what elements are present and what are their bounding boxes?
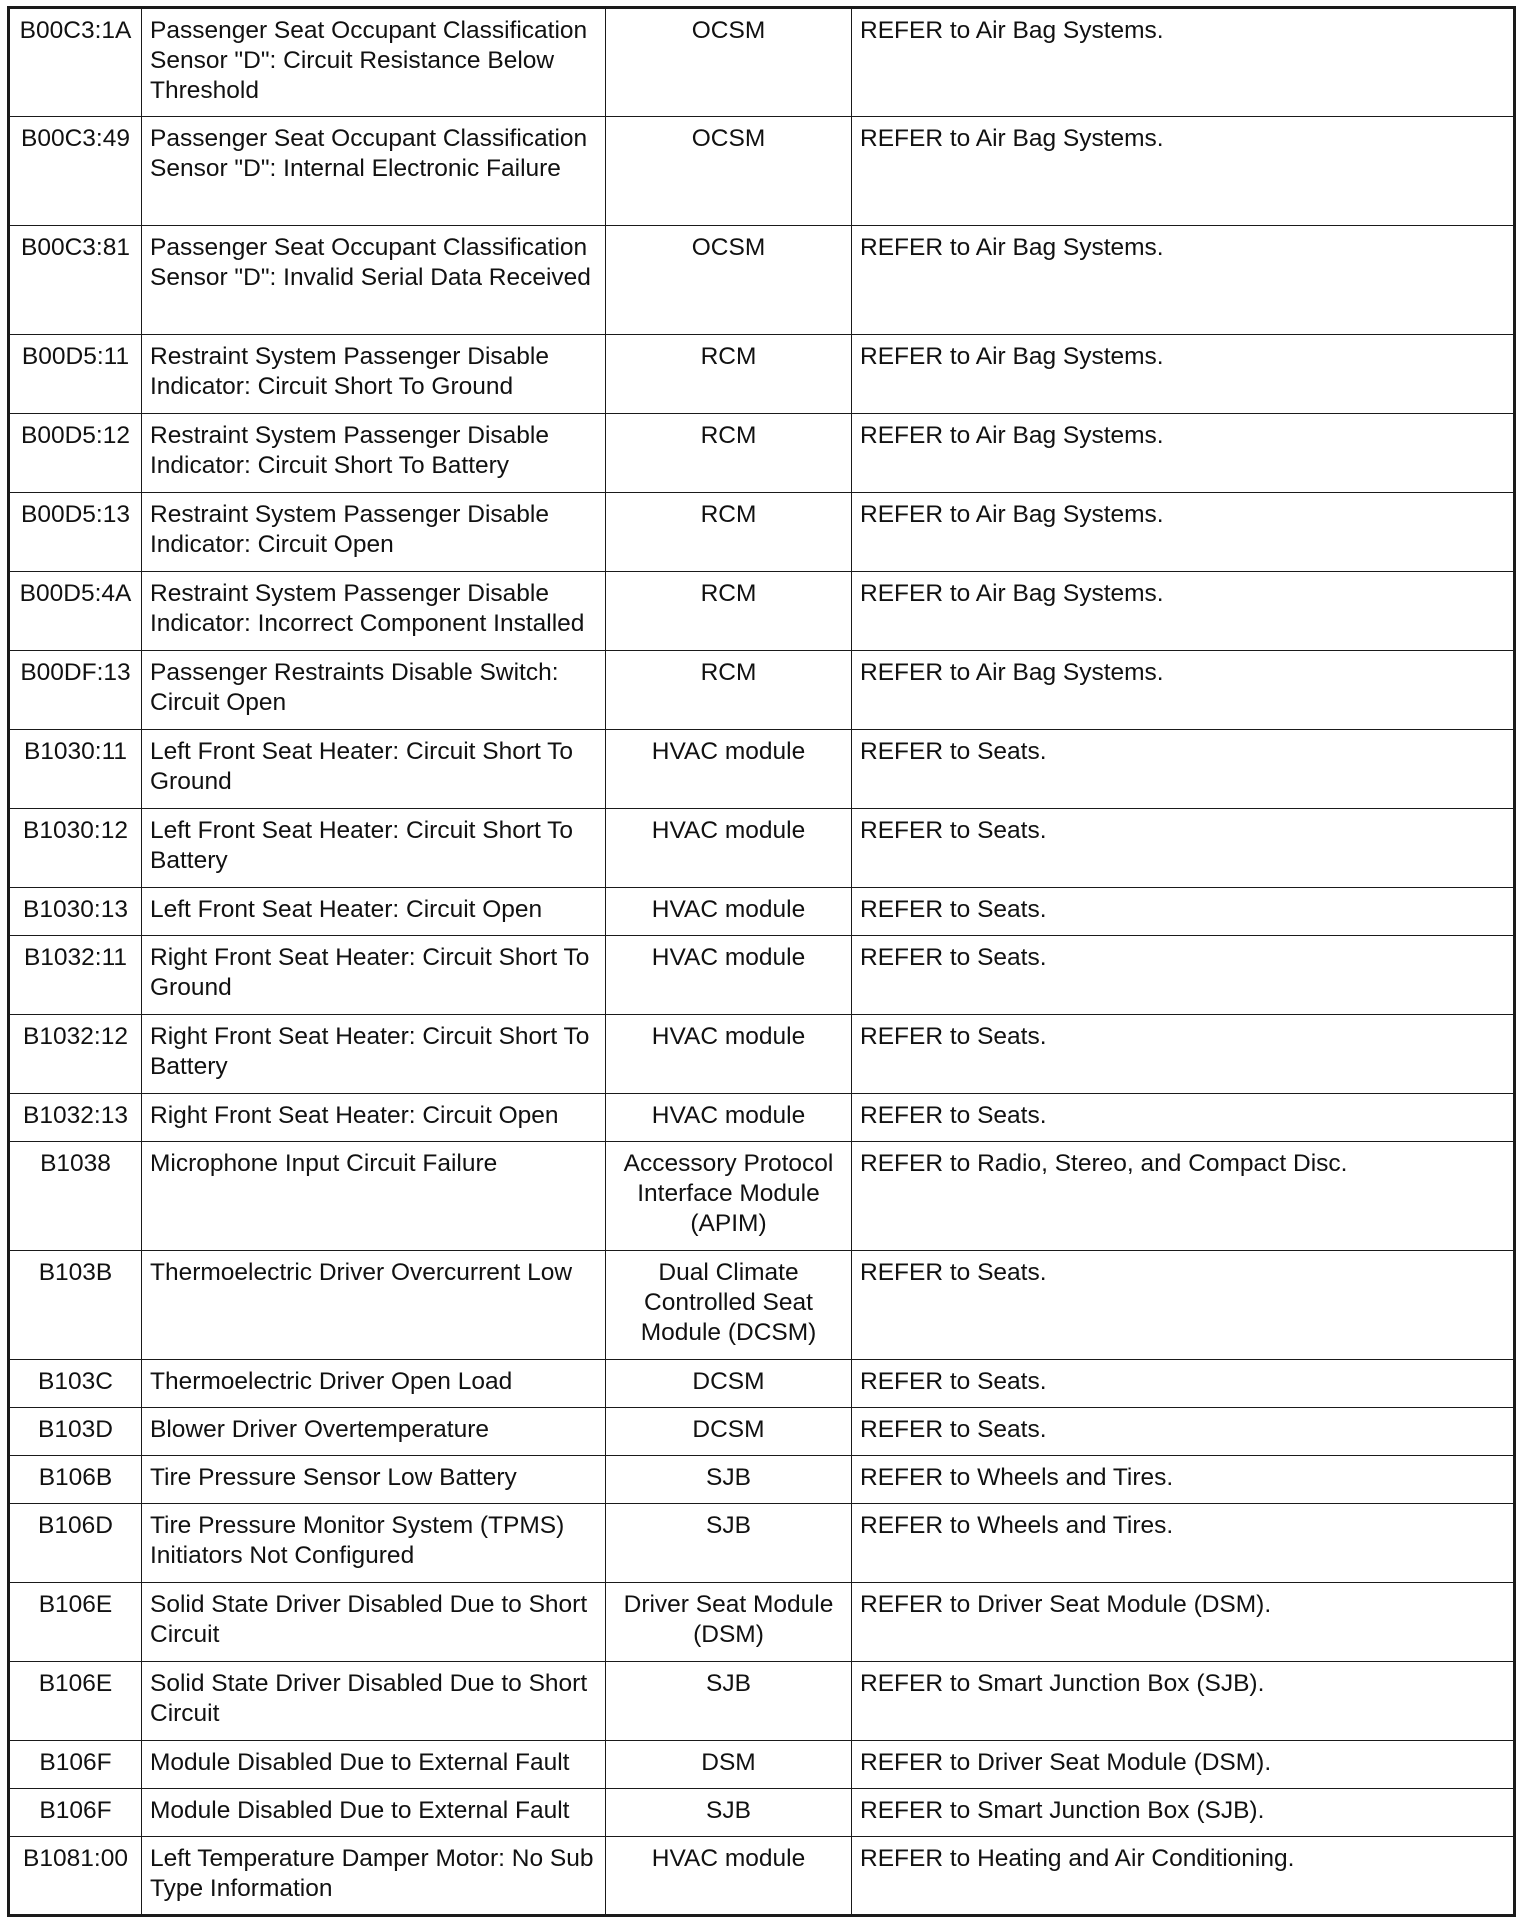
dtc-module-cell: HVAC module — [606, 888, 852, 936]
dtc-description-cell: Restraint System Passenger Disable Indicator: Circuit Short To Ground — [142, 335, 606, 414]
dtc-module-cell: SJB — [606, 1789, 852, 1837]
dtc-description-cell: Left Front Seat Heater: Circuit Open — [142, 888, 606, 936]
dtc-action-cell: REFER to Radio, Stereo, and Compact Disc. — [852, 1142, 1515, 1251]
dtc-code-cell: B00DF:13 — [9, 651, 142, 730]
table-row — [9, 1015, 1515, 1094]
dtc-action-cell: REFER to Seats. — [852, 1251, 1515, 1360]
table-row — [9, 414, 1515, 493]
dtc-module-cell: SJB — [606, 1456, 852, 1504]
dtc-code-cell: B1030:13 — [9, 888, 142, 936]
dtc-action-cell: REFER to Seats. — [852, 1094, 1515, 1142]
dtc-code-cell: B106B — [9, 1456, 142, 1504]
table-row — [9, 335, 1515, 414]
table-row — [9, 226, 1515, 335]
dtc-code-cell: B1032:13 — [9, 1094, 142, 1142]
dtc-action-cell: REFER to Air Bag Systems. — [852, 117, 1515, 226]
table-row — [9, 1504, 1515, 1583]
table-row — [9, 1142, 1515, 1251]
dtc-code-cell: B00D5:12 — [9, 414, 142, 493]
dtc-module-cell: SJB — [606, 1662, 852, 1741]
dtc-code-cell: B1081:00 — [9, 1837, 142, 1916]
dtc-action-cell: REFER to Heating and Air Conditioning. — [852, 1837, 1515, 1916]
dtc-description-cell: Solid State Driver Disabled Due to Short Circuit — [142, 1662, 606, 1741]
dtc-action-cell: REFER to Smart Junction Box (SJB). — [852, 1789, 1515, 1837]
dtc-module-cell: SJB — [606, 1504, 852, 1583]
dtc-code-cell: B103B — [9, 1251, 142, 1360]
dtc-description-cell: Left Front Seat Heater: Circuit Short To Ground — [142, 730, 606, 809]
dtc-code-cell: B106F — [9, 1789, 142, 1837]
dtc-code-cell: B00C3:1A — [9, 8, 142, 117]
dtc-code-cell: B1032:12 — [9, 1015, 142, 1094]
dtc-description-cell: Tire Pressure Sensor Low Battery — [142, 1456, 606, 1504]
dtc-action-cell: REFER to Seats. — [852, 1408, 1515, 1456]
dtc-code-cell: B1030:12 — [9, 809, 142, 888]
dtc-code-cell: B00D5:4A — [9, 572, 142, 651]
dtc-table — [7, 6, 1516, 1917]
dtc-module-cell: HVAC module — [606, 730, 852, 809]
dtc-module-cell: RCM — [606, 414, 852, 493]
table-row — [9, 1094, 1515, 1142]
table-row — [9, 1837, 1515, 1916]
dtc-code-cell: B00C3:49 — [9, 117, 142, 226]
dtc-description-cell: Passenger Restraints Disable Switch: Circuit Open — [142, 651, 606, 730]
dtc-action-cell: REFER to Smart Junction Box (SJB). — [852, 1662, 1515, 1741]
table-row — [9, 1741, 1515, 1789]
dtc-description-cell: Passenger Seat Occupant Classification Sensor "D": Invalid Serial Data Received — [142, 226, 606, 335]
table-row — [9, 572, 1515, 651]
dtc-description-cell: Right Front Seat Heater: Circuit Short To Ground — [142, 936, 606, 1015]
dtc-action-cell: REFER to Driver Seat Module (DSM). — [852, 1583, 1515, 1662]
dtc-description-cell: Module Disabled Due to External Fault — [142, 1789, 606, 1837]
table-row — [9, 493, 1515, 572]
dtc-table-body — [9, 8, 1515, 1916]
dtc-module-cell: HVAC module — [606, 936, 852, 1015]
dtc-module-cell: DCSM — [606, 1408, 852, 1456]
dtc-code-cell: B106D — [9, 1504, 142, 1583]
dtc-module-cell: HVAC module — [606, 1094, 852, 1142]
dtc-module-cell: Driver Seat Module (DSM) — [606, 1583, 852, 1662]
dtc-action-cell: REFER to Air Bag Systems. — [852, 493, 1515, 572]
dtc-description-cell: Right Front Seat Heater: Circuit Open — [142, 1094, 606, 1142]
dtc-action-cell: REFER to Air Bag Systems. — [852, 414, 1515, 493]
dtc-module-cell: RCM — [606, 651, 852, 730]
dtc-action-cell: REFER to Seats. — [852, 888, 1515, 936]
dtc-description-cell: Restraint System Passenger Disable Indicator: Incorrect Component Installed — [142, 572, 606, 651]
dtc-module-cell: OCSM — [606, 226, 852, 335]
dtc-description-cell: Restraint System Passenger Disable Indicator: Circuit Open — [142, 493, 606, 572]
dtc-module-cell: OCSM — [606, 8, 852, 117]
dtc-description-cell: Thermoelectric Driver Open Load — [142, 1360, 606, 1408]
table-row — [9, 888, 1515, 936]
dtc-code-cell: B103D — [9, 1408, 142, 1456]
dtc-description-cell: Blower Driver Overtemperature — [142, 1408, 606, 1456]
table-row — [9, 117, 1515, 226]
table-row — [9, 1789, 1515, 1837]
dtc-action-cell: REFER to Seats. — [852, 936, 1515, 1015]
dtc-description-cell: Module Disabled Due to External Fault — [142, 1741, 606, 1789]
table-row — [9, 1456, 1515, 1504]
dtc-description-cell: Passenger Seat Occupant Classification Sensor "D": Internal Electronic Failure — [142, 117, 606, 226]
dtc-action-cell: REFER to Air Bag Systems. — [852, 226, 1515, 335]
dtc-module-cell: HVAC module — [606, 1015, 852, 1094]
table-row — [9, 1251, 1515, 1360]
table-row — [9, 1360, 1515, 1408]
dtc-description-cell: Right Front Seat Heater: Circuit Short To Battery — [142, 1015, 606, 1094]
dtc-action-cell: REFER to Air Bag Systems. — [852, 572, 1515, 651]
table-row — [9, 1583, 1515, 1662]
table-row — [9, 1662, 1515, 1741]
dtc-description-cell: Tire Pressure Monitor System (TPMS) Initiators Not Configured — [142, 1504, 606, 1583]
dtc-description-cell: Left Front Seat Heater: Circuit Short To Battery — [142, 809, 606, 888]
dtc-code-cell: B106F — [9, 1741, 142, 1789]
dtc-description-cell: Restraint System Passenger Disable Indicator: Circuit Short To Battery — [142, 414, 606, 493]
dtc-description-cell: Solid State Driver Disabled Due to Short Circuit — [142, 1583, 606, 1662]
dtc-action-cell: REFER to Wheels and Tires. — [852, 1456, 1515, 1504]
dtc-code-cell: B00C3:81 — [9, 226, 142, 335]
dtc-action-cell: REFER to Seats. — [852, 1360, 1515, 1408]
dtc-module-cell: RCM — [606, 335, 852, 414]
dtc-action-cell: REFER to Driver Seat Module (DSM). — [852, 1741, 1515, 1789]
dtc-module-cell: Accessory Protocol Interface Module (APIM) — [606, 1142, 852, 1251]
dtc-description-cell: Thermoelectric Driver Overcurrent Low — [142, 1251, 606, 1360]
dtc-code-cell: B1032:11 — [9, 936, 142, 1015]
dtc-code-cell: B106E — [9, 1662, 142, 1741]
dtc-action-cell: REFER to Seats. — [852, 809, 1515, 888]
dtc-action-cell: REFER to Air Bag Systems. — [852, 651, 1515, 730]
dtc-module-cell: RCM — [606, 572, 852, 651]
dtc-module-cell: DCSM — [606, 1360, 852, 1408]
dtc-description-cell: Passenger Seat Occupant Classification Sensor "D": Circuit Resistance Below Threshold — [142, 8, 606, 117]
dtc-action-cell: REFER to Air Bag Systems. — [852, 335, 1515, 414]
dtc-description-cell: Left Temperature Damper Motor: No Sub Type Information — [142, 1837, 606, 1916]
dtc-action-cell: REFER to Wheels and Tires. — [852, 1504, 1515, 1583]
dtc-code-cell: B106E — [9, 1583, 142, 1662]
table-row — [9, 730, 1515, 809]
dtc-module-cell: HVAC module — [606, 1837, 852, 1916]
dtc-module-cell: RCM — [606, 493, 852, 572]
dtc-action-cell: REFER to Seats. — [852, 730, 1515, 809]
table-row — [9, 651, 1515, 730]
dtc-code-cell: B00D5:13 — [9, 493, 142, 572]
dtc-description-cell: Microphone Input Circuit Failure — [142, 1142, 606, 1251]
table-row — [9, 936, 1515, 1015]
dtc-action-cell: REFER to Air Bag Systems. — [852, 8, 1515, 117]
dtc-code-cell: B1030:11 — [9, 730, 142, 809]
dtc-module-cell: Dual Climate Controlled Seat Module (DCSM) — [606, 1251, 852, 1360]
dtc-module-cell: DSM — [606, 1741, 852, 1789]
dtc-code-cell: B00D5:11 — [9, 335, 142, 414]
table-row — [9, 1408, 1515, 1456]
table-row — [9, 8, 1515, 117]
dtc-module-cell: HVAC module — [606, 809, 852, 888]
dtc-action-cell: REFER to Seats. — [852, 1015, 1515, 1094]
dtc-module-cell: OCSM — [606, 117, 852, 226]
table-row — [9, 809, 1515, 888]
dtc-code-cell: B103C — [9, 1360, 142, 1408]
dtc-code-cell: B1038 — [9, 1142, 142, 1251]
